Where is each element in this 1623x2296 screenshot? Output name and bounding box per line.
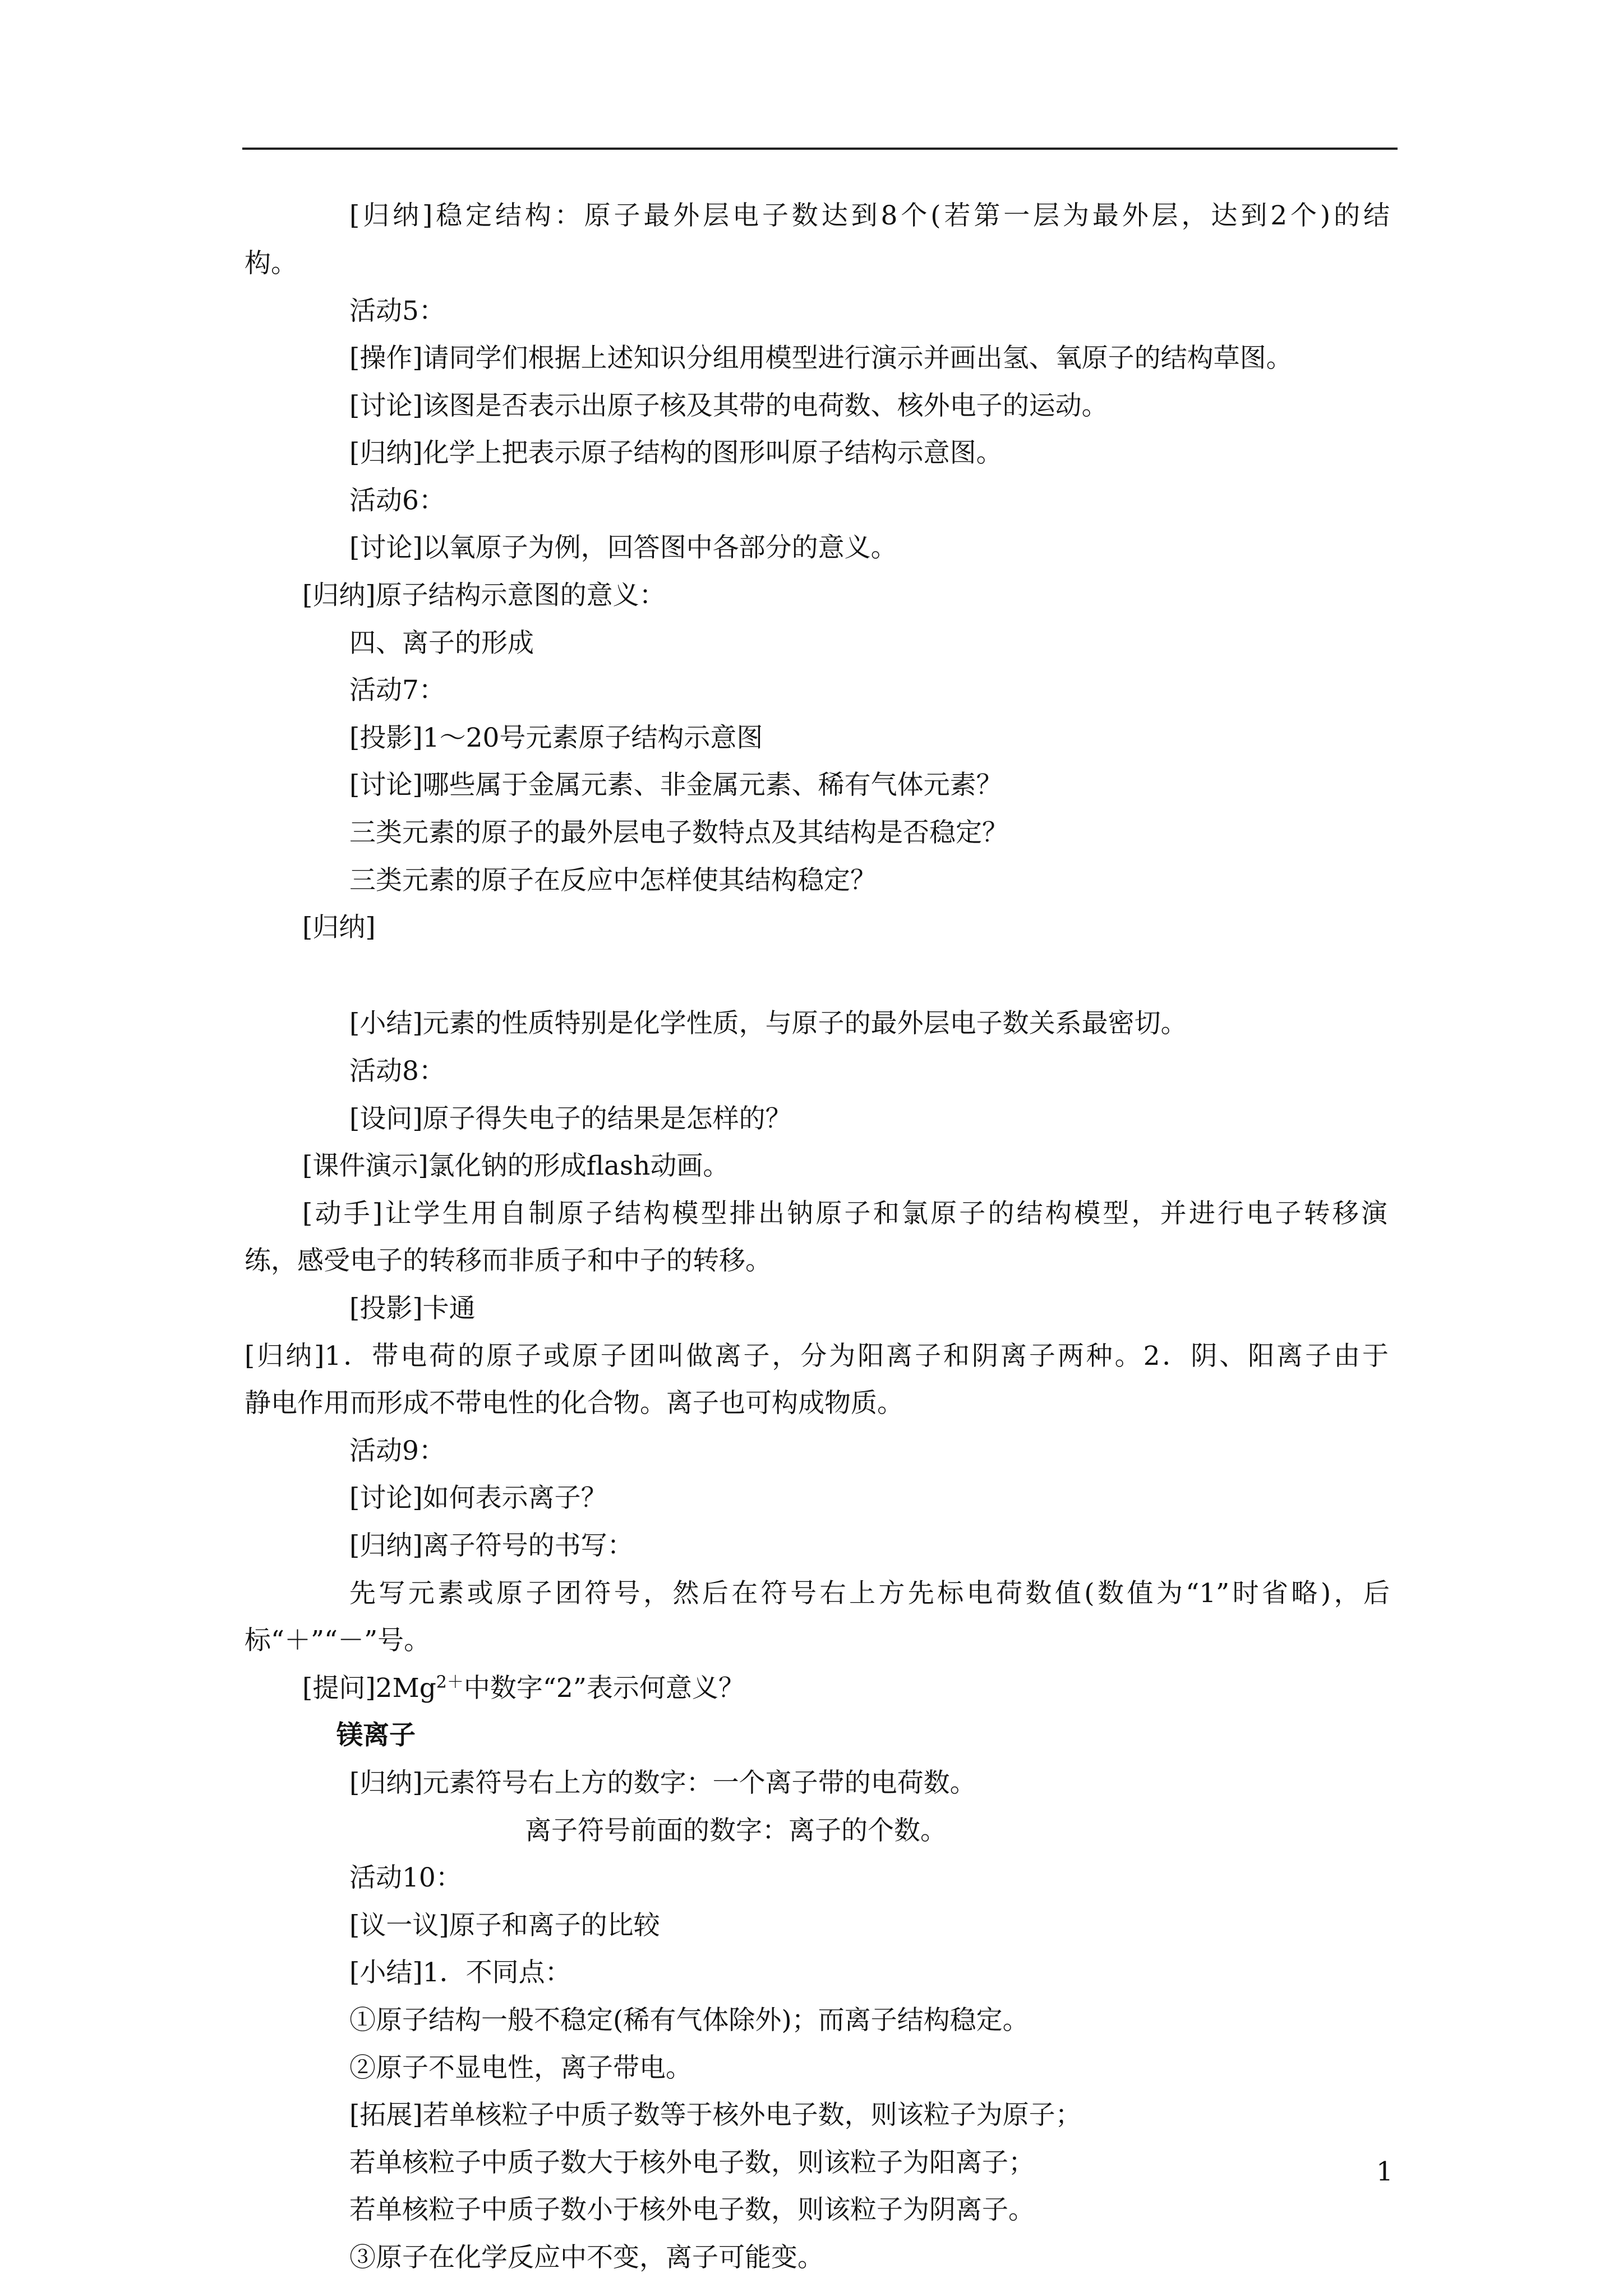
text-line: 活动9： <box>349 1435 445 1466</box>
text-line: [小结]1．不同点： <box>349 1957 571 1988</box>
text-line: 若单核粒子中质子数小于核外电子数，则该粒子为阴离子。 <box>349 2194 1035 2225</box>
text-line: [投影]1～20号元素原子结构示意图 <box>349 723 763 753</box>
text-line: 若单核粒子中质子数大于核外电子数，则该粒子为阳离子； <box>349 2147 1035 2178</box>
bold-label: 镁离子 <box>336 1720 416 1751</box>
text-line: [设问]原子得失电子的结果是怎样的？ <box>349 1103 792 1134</box>
text-line: 静电作用而形成不带电性的化合物。离子也可构成物质。 <box>245 1388 903 1419</box>
text-line: 活动8： <box>349 1056 445 1087</box>
text-line: 离子符号前面的数字：离子的个数。 <box>525 1815 947 1846</box>
text-line: ③原子在化学反应中不变，离子可能变。 <box>349 2242 824 2273</box>
text-line: 四、离子的形成 <box>349 628 534 659</box>
text-line: 构。 <box>245 248 297 279</box>
text-line: 标“＋”“－”号。 <box>245 1625 431 1656</box>
text-line: 活动5： <box>349 296 445 326</box>
text-line: ①原子结构一般不稳定(稀有气体除外)；而离子结构稳定。 <box>349 2005 1029 2036</box>
text-line: 练，感受电子的转移而非质子和中子的转移。 <box>245 1245 772 1276</box>
text-line: [小结]元素的性质特别是化学性质，与原子的最外层电子数关系最密切。 <box>349 1008 1187 1039</box>
text-line: [议一议]原子和离子的比较 <box>349 1910 660 1941</box>
text-line: [投影]卡通 <box>349 1293 476 1324</box>
superscript-charge: 2＋ <box>436 1672 464 1692</box>
text-line: [归纳] <box>302 912 376 943</box>
question-suffix: 中数字“2”表示何意义？ <box>463 1673 745 1704</box>
text-line: ②原子不显电性，离子带电。 <box>349 2053 692 2083</box>
question-prefix: [提问]2Mg <box>302 1673 436 1704</box>
text-line: [操作]请同学们根据上述知识分组用模型进行演示并画出氢、氧原子的结构草图。 <box>349 343 1293 374</box>
text-line: [归纳]化学上把表示原子结构的图形叫原子结构示意图。 <box>349 438 1003 468</box>
text-line: [讨论]该图是否表示出原子核及其带的电荷数、核外电子的运动。 <box>349 390 1108 421</box>
text-line: [讨论]以氧原子为例，回答图中各部分的意义。 <box>349 532 897 563</box>
text-line: [课件演示]氯化钠的形成flash动画。 <box>302 1151 730 1181</box>
text-line: 三类元素的原子的最外层电子数特点及其结构是否稳定？ <box>349 817 1008 848</box>
text-line: [讨论]如何表示离子？ <box>349 1483 607 1513</box>
page-number: 1 <box>1376 2156 1393 2187</box>
text-line: 活动7： <box>349 675 445 706</box>
text-line: 活动10： <box>349 1862 462 1893</box>
text-line: 先写元素或原子团符号，然后在符号右上方先标电荷数值(数值为“1”时省略)，后 <box>349 1578 1390 1609</box>
text-line: [归纳]离子符号的书写： <box>349 1530 634 1561</box>
text-line: [归纳]元素符号右上方的数字：一个离子带的电荷数。 <box>349 1768 976 1798</box>
text-line: 活动6： <box>349 485 445 516</box>
text-line-question <box>302 1672 745 1705</box>
text-line: [动手]让学生用自制原子结构模型排出钠原子和氯原子的结构模型，并进行电子转移演 <box>302 1198 1387 1229</box>
text-line: [讨论]哪些属于金属元素、非金属元素、稀有气体元素？ <box>349 770 1003 800</box>
text-line: 三类元素的原子在反应中怎样使其结构稳定？ <box>349 865 877 896</box>
text-line: [归纳]稳定结构：原子最外层电子数达到8个(若第一层为最外层，达到2个)的结 <box>349 200 1390 231</box>
text-line: [拓展]若单核粒子中质子数等于核外电子数，则该粒子为原子； <box>349 2100 1082 2131</box>
text-line: [归纳]原子结构示意图的意义： <box>302 580 666 611</box>
header-rule <box>242 148 1398 150</box>
text-line: [归纳]1．带电荷的原子或原子团叫做离子，分为阳离子和阴离子两种。2．阴、阳离子由于 <box>245 1341 1389 1372</box>
